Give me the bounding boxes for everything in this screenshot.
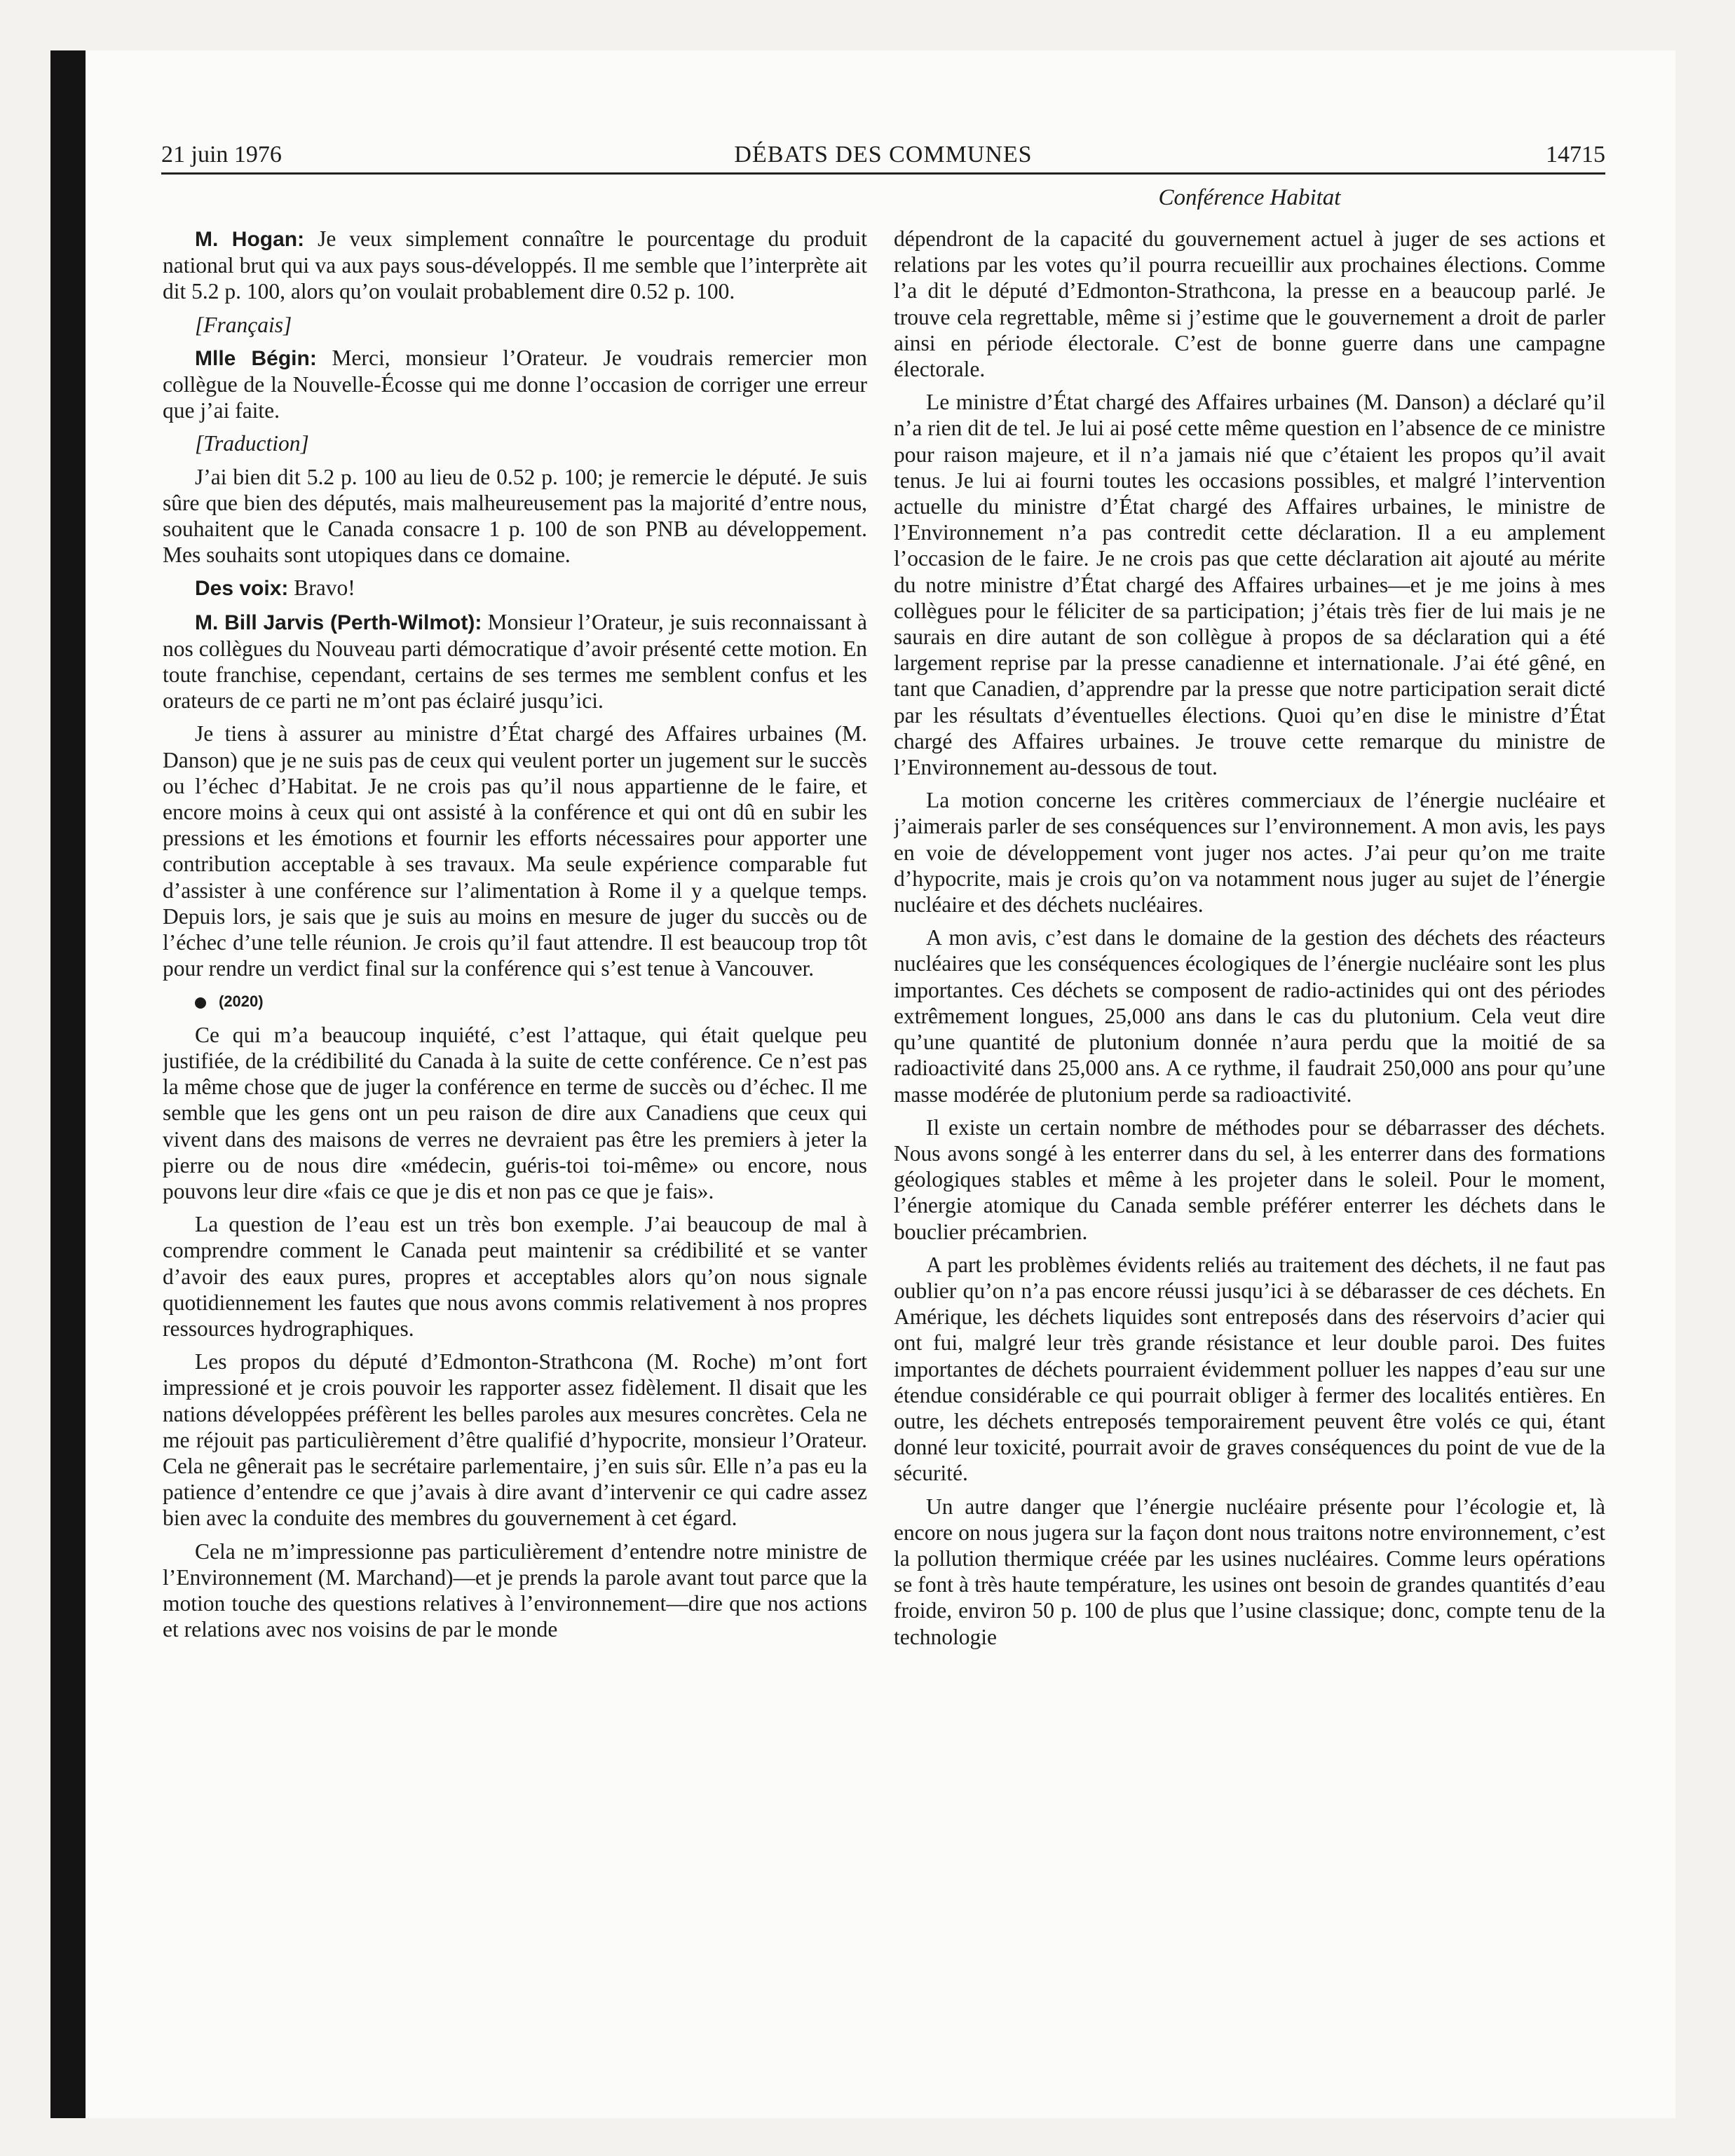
section-subheading: Conférence Habitat: [1158, 185, 1341, 210]
header-title: DÉBATS DES COMMUNES: [734, 142, 1033, 168]
paragraph: Un autre danger que l’énergie nucléaire présente pour l’écologie et, là encore on nous jugera sur la façon dont nous traitons notre environnement, c’est la pollution thermique créée par les usines nucléaires. Comme leurs opérations se font à très haute température, les usines ont besoin de grandes quantités d’eau froide, environ 50 p. 100 de plus que l’usine classique; donc, compte tenu de la technologie: [894, 1494, 1605, 1649]
paragraph: A part les problèmes évidents reliés au traitement des déchets, il ne faut pas oublier qu’on n’a pas encore réussi jusqu’ici à se débarasser de ces déchets. En Amérique, les déchets liquides sont entreposés dans des réservoirs d’acier qui ont fui, malgré leur très grande résistance et leur double paroi. Des fuites importantes de déchets pourraient évidemment polluer les nappes d’eau sur une étendue considérable ce qui pourrait obliger à fermer des localités entières. En outre, les déchets entreposés temporairement peuvent être volés ce qui, étant donné leur toxicité, pourrait avoir de graves conséquences du point de vue de la sécurité.: [894, 1252, 1605, 1486]
speaker-name: Mlle Bégin:: [195, 346, 317, 370]
bullet-icon: [195, 997, 206, 1009]
language-marker: [Traduction]: [195, 431, 309, 456]
paragraph: dépendront de la capacité du gouvernement actuel à juger de ses actions et relations par les votes qu’il pourra recueillir aux prochaines élections. Comme l’a dit le député d’Edmonton-Strathcona, la presse en a beaucoup parlé. Je trouve cela regrettable, même si j’estime que le gouvernement a droit de parler ainsi en période électorale. C’est de bonne guerre dans une campagne électorale.: [894, 226, 1605, 382]
scan-border: [50, 50, 86, 2118]
language-marker: [Français]: [195, 312, 292, 337]
header-date: 21 juin 1976: [161, 142, 282, 168]
header-page-number: 14715: [1546, 142, 1605, 168]
paragraph: La question de l’eau est un très bon exemple. J’ai beaucoup de mal à comprendre comment le Canada peut maintenir sa crédibilité et se vanter d’avoir des eaux pures, propres et acceptables alors qu’on nous signale quotidiennement les fautes que nous avons commis relativement à nos propres ressources hydrographiques.: [163, 1212, 867, 1341]
paragraph: A mon avis, c’est dans le domaine de la gestion des déchets des réacteurs nucléaires que les conséquences écologiques de l’énergie nucléaire sont les plus importantes. Ces déchets se composent de radio-actinides qui ont des périodes extrêmement longues, 25,000 ans dans le cas du plutonium. Cela veut dire qu’une quantité de plutonium donnée n’aura perdu que la moitié de sa radioactivité dans 25,000 ans. A ce rythme, il faudrait 250,000 ans pour qu’une masse modérée de plutonium perde sa radioactivité.: [894, 925, 1605, 1107]
page-header: [161, 132, 1605, 175]
right-column: [894, 226, 1605, 2006]
paragraph: M. Bill Jarvis (Perth-Wilmot): Monsieur l’Orateur, je suis reconnaissant à nos collègues du Nouveau parti démocratique d’avoir présenté cette motion. En toute franchise, cependant, certains de ses termes me semblent confus et les orateurs de ce parti ne m’ont pas éclairé jusqu’ici.: [163, 609, 867, 714]
paragraph: Je tiens à assurer au ministre d’État chargé des Affaires urbaines (M. Danson) que je ne suis pas de ceux qui veulent porter un jugement sur le succès ou l’échec d’Habitat. Je ne crois pas qu’il nous appartienne de le faire, et encore moins à ceux qui ont assisté à la conférence et qui ont dû en subir les pressions et les émotions et fournir les efforts nécessaires pour apporter une contribution acceptable à ses travaux. Ma seule expérience comparable fut d’assister à une conférence sur l’alimentation à Rome il y a quelque temps. Depuis lors, je sais que je suis au moins en mesure de juger du succès ou de l’échec d’une telle réunion. Je crois qu’il faut attendre. Il est beaucoup trop tôt pour rendre un verdict final sur la conférence qui s’est tenue à Vancouver.: [163, 721, 867, 981]
paragraph: Le ministre d’État chargé des Affaires urbaines (M. Danson) a déclaré qu’il n’a rien dit de tel. Je lui ai posé cette même question en l’absence de ce ministre pour raison majeure, et il n’a jamais nié que c’étaient les propos qu’il avait tenus. Je lui ai fourni toutes les occasions possibles, et malgré l’intervention actuelle du ministre d’État chargé des Affaires urbaines, le ministre de l’Environnement n’a pas contredit cette déclaration. Il a eu amplement l’occasion de le faire. Je ne crois pas que cette déclaration ait ajouté au mérite du notre ministre d’État chargé des Affaires urbaines—et je me joins à mes collègues pour le féliciter de sa participation; j’étais très fier de lui mais je ne saurais en dire autant de son collègue à propos de sa déclaration qui a été largement reprise par la presse canadienne et internationale. J’ai été gêné, en tant que Canadien, d’apprendre par la presse que notre participation serait dicté par les résultats d’éventuelles élections. Quoi qu’en dise le ministre d’État chargé des Affaires urbaines. Je trouve cette remarque du ministre de l’Environnement au-dessous de tout.: [894, 390, 1605, 780]
paragraph: Il existe un certain nombre de méthodes pour se débarrasser des déchets. Nous avons songé à les enterrer dans du sel, à les enterrer dans des formations géologiques stables et même à les projeter dans le soleil. Pour le moment, l’énergie atomique du Canada semble préférer enterrer les déchets dans le bouclier précambrien.: [894, 1114, 1605, 1244]
speaker-name: M. Bill Jarvis (Perth-Wilmot):: [195, 610, 482, 634]
paragraph: Ce qui m’a beaucoup inquiété, c’est l’attaque, qui était quelque peu justifiée, de la crédibilité du Canada à la suite de cette conférence. Ce n’est pas la même chose que de juger la conférence en terme de succès ou d’échec. Il me semble que les gens ont un peu raison de dire aux Canadiens que ceux qui vivent dans des maisons de verres ne devraient pas être les premiers à jeter la pierre ou de nous dire «médecin, guéris-toi toi-même» ou encore, nous pouvons leur dire «fais ce que je dis et non pas ce que je fais».: [163, 1022, 867, 1203]
paragraph: Mlle Bégin: Merci, monsieur l’Orateur. Je voudrais remercier mon collègue de la Nouvelle-Écosse qui me donne l’occasion de corriger une erreur que j’ai faite.: [163, 345, 867, 423]
paragraph: Des voix: Bravo!: [195, 575, 355, 601]
left-column: [163, 226, 867, 2006]
paragraph: Les propos du député d’Edmonton-Strathcona (M. Roche) m’ont fort impressioné et je crois pouvoir les rapporter assez fidèlement. Il disait que les nations développées préfèrent les belles paroles aux mesures concrètes. Cela ne me réjouit pas particulièrement d’être qualifié d’hypocrite, monsieur l’Orateur. Cela ne gênerait pas le secrétaire parlementaire, j’en suis sûr. Elle n’a pas eu la patience d’entendre ce que j’avais à dire avant d’intervenir ce qui cadre assez bien avec la conduite des membres du gouvernement à cet égard.: [163, 1349, 867, 1531]
speaker-name: M. Hogan:: [195, 228, 305, 251]
paragraph: J’ai bien dit 5.2 p. 100 au lieu de 0.52 p. 100; je remercie le député. Je suis sûre que bien des députés, mais malheureusement pas la majorité d’entre nous, souhaitent que le Canada consacre 1 p. 100 de son PNB au développement. Mes souhaits sont utopiques dans ce domaine.: [163, 464, 867, 568]
paragraph: Cela ne m’impressionne pas particulièrement d’entendre notre ministre de l’Environnement (M. Marchand)—et je prends la parole avant tout parce que la motion touche des questions relatives à l’environnement—dire que nos actions et relations avec nos voisins de par le monde: [163, 1538, 867, 1642]
time-marker: (2020): [163, 988, 867, 1014]
paragraph: M. Hogan: Je veux simplement connaître le pourcentage du produit national brut qui va aux pays sous-développés. Il me semble que l’interprète ait dit 5.2 p. 100, alors qu’on voulait probablement dire 0.52 p. 100.: [163, 226, 867, 304]
speaker-name: Des voix:: [195, 577, 289, 601]
paragraph: La motion concerne les critères commerciaux de l’énergie nucléaire et j’aimerais parler de ses conséquences sur l’environnement. A mon avis, les pays en voie de développement vont juger nos actes. J’ai peur qu’on me traite d’hypocrite, mais je crois qu’on va notamment nous juger au sujet de l’énergie nucléaire et des déchets nucléaires.: [894, 788, 1605, 917]
